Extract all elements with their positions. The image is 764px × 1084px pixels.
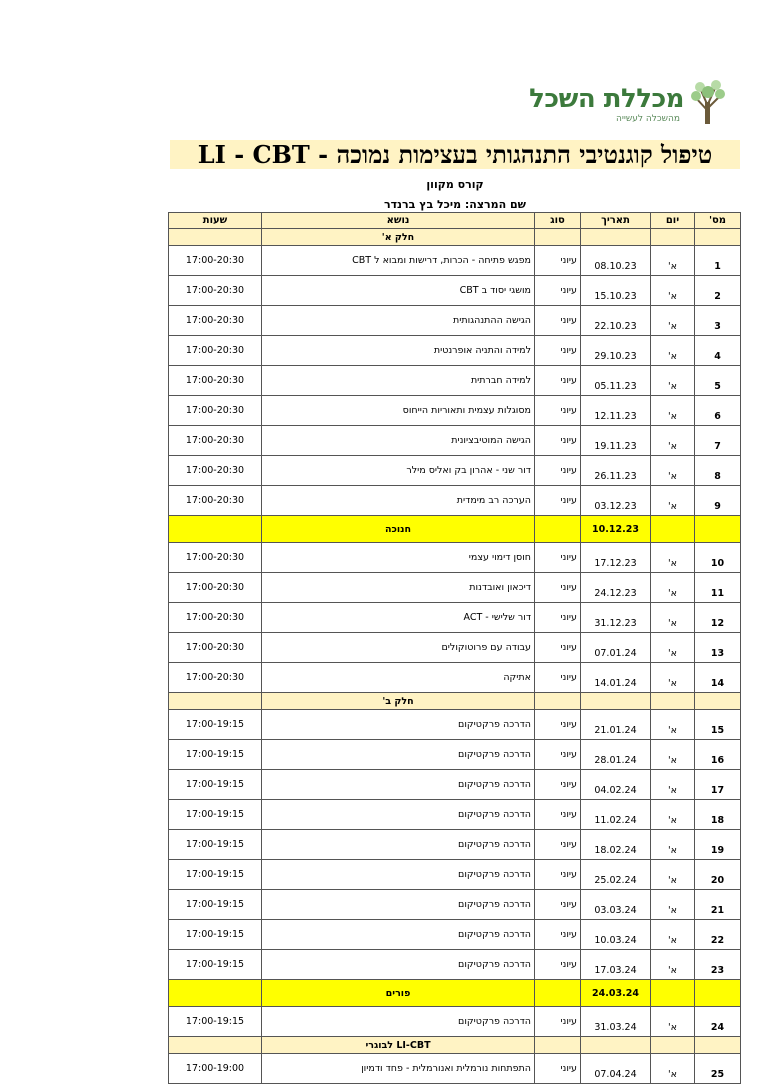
header-type: סוג	[535, 213, 581, 229]
lesson-date: 03.12.23	[581, 486, 651, 516]
logo-wordmark: מכללת השכל	[529, 84, 684, 114]
schedule-body	[169, 229, 741, 1084]
lesson-date: 22.10.23	[581, 306, 651, 336]
lesson-hours: 17:00-20:30	[169, 426, 262, 456]
table-row	[169, 396, 741, 426]
lesson-topic: מפגש פתיחה - הכרות, דרישות ומבוא ל CBT	[262, 246, 535, 276]
table-row	[169, 950, 741, 980]
empty-cell	[169, 980, 262, 1007]
empty-cell	[651, 516, 695, 543]
lesson-day: א'	[651, 336, 695, 366]
lesson-number: 19	[695, 830, 741, 860]
empty-cell	[169, 1037, 262, 1054]
lesson-topic: דור שלישי - ACT	[262, 603, 535, 633]
lesson-number: 25	[695, 1054, 741, 1084]
lesson-type: עיוני	[535, 1054, 581, 1084]
empty-cell	[651, 693, 695, 710]
lesson-topic: התפתחות נורמלית ואנורמלית - פחד ודמיון	[262, 1054, 535, 1084]
lesson-topic: הדרכה פרקטיקום	[262, 800, 535, 830]
lesson-number: 17	[695, 770, 741, 800]
graduates-row	[169, 1037, 741, 1054]
lesson-day: א'	[651, 890, 695, 920]
lesson-day: א'	[651, 366, 695, 396]
empty-cell	[695, 229, 741, 246]
lesson-date: 15.10.23	[581, 276, 651, 306]
lesson-date: 08.10.23	[581, 246, 651, 276]
table-row	[169, 830, 741, 860]
lesson-topic: עבודה עם פרוטוקולים	[262, 633, 535, 663]
lesson-day: א'	[651, 770, 695, 800]
tree-icon	[686, 80, 730, 126]
lesson-hours: 17:00-19:15	[169, 950, 262, 980]
table-row	[169, 246, 741, 276]
holiday-name: פורים	[262, 980, 535, 1007]
lesson-topic: הדרכה פרקטיקום	[262, 860, 535, 890]
holiday-row	[169, 516, 741, 543]
empty-cell	[535, 980, 581, 1007]
lesson-hours: 17:00-19:00	[169, 1054, 262, 1084]
table-row	[169, 920, 741, 950]
empty-cell	[535, 229, 581, 246]
lesson-number: 18	[695, 800, 741, 830]
lesson-type: עיוני	[535, 800, 581, 830]
lesson-hours: 17:00-20:30	[169, 246, 262, 276]
lesson-topic: הדרכה פרקטיקום	[262, 710, 535, 740]
empty-cell	[581, 229, 651, 246]
lesson-topic: דיכאון ואובדנות	[262, 573, 535, 603]
lesson-day: א'	[651, 486, 695, 516]
lesson-number: 20	[695, 860, 741, 890]
table-row	[169, 276, 741, 306]
table-row	[169, 366, 741, 396]
lesson-topic: למידה והתניה אופרנטית	[262, 336, 535, 366]
lesson-date: 07.04.24	[581, 1054, 651, 1084]
lesson-topic: אתיקה	[262, 663, 535, 693]
lesson-type: עיוני	[535, 573, 581, 603]
part-a-row	[169, 229, 741, 246]
lesson-hours: 17:00-19:15	[169, 710, 262, 740]
lesson-number: 22	[695, 920, 741, 950]
lesson-day: א'	[651, 1054, 695, 1084]
lesson-number: 1	[695, 246, 741, 276]
lesson-date: 07.01.24	[581, 633, 651, 663]
lesson-day: א'	[651, 860, 695, 890]
lesson-date: 29.10.23	[581, 336, 651, 366]
course-title: טיפול קוגנטיבי התנהגותי בעצימות נמוכה - LI - CBT	[197, 139, 713, 169]
empty-cell	[581, 1037, 651, 1054]
lesson-day: א'	[651, 603, 695, 633]
lesson-type: עיוני	[535, 1007, 581, 1037]
lesson-date: 25.02.24	[581, 860, 651, 890]
lesson-type: עיוני	[535, 246, 581, 276]
header-num: מס'	[695, 213, 741, 229]
empty-cell	[695, 980, 741, 1007]
lesson-hours: 17:00-20:30	[169, 306, 262, 336]
lesson-topic: הדרכה פרקטיקום	[262, 920, 535, 950]
lesson-day: א'	[651, 456, 695, 486]
holiday-date: 10.12.23	[581, 516, 651, 543]
college-logo	[529, 80, 730, 130]
part-label: חלק ב'	[262, 693, 535, 710]
table-row	[169, 1007, 741, 1037]
empty-cell	[535, 516, 581, 543]
lecturer-name: שם המרצה: מיכל בץ ברנדר	[383, 198, 527, 211]
lesson-hours: 17:00-20:30	[169, 486, 262, 516]
table-row	[169, 486, 741, 516]
lesson-topic: הדרכה פרקטיקום	[262, 890, 535, 920]
lesson-type: עיוני	[535, 770, 581, 800]
lesson-date: 24.12.23	[581, 573, 651, 603]
empty-cell	[695, 516, 741, 543]
table-row	[169, 1054, 741, 1084]
part-label: חלק א'	[262, 229, 535, 246]
lesson-number: 8	[695, 456, 741, 486]
lesson-topic: מושגי יסוד ב CBT	[262, 276, 535, 306]
lesson-type: עיוני	[535, 336, 581, 366]
lesson-type: עיוני	[535, 740, 581, 770]
lesson-hours: 17:00-20:30	[169, 573, 262, 603]
lesson-number: 7	[695, 426, 741, 456]
lesson-type: עיוני	[535, 860, 581, 890]
table-row	[169, 573, 741, 603]
lesson-hours: 17:00-19:15	[169, 770, 262, 800]
holiday-row	[169, 980, 741, 1007]
lesson-hours: 17:00-20:30	[169, 603, 262, 633]
lesson-day: א'	[651, 663, 695, 693]
graduates-label: לבוגרי LI-CBT	[262, 1037, 535, 1054]
lesson-number: 21	[695, 890, 741, 920]
lesson-date: 14.01.24	[581, 663, 651, 693]
lesson-topic: הדרכה פרקטיקום	[262, 770, 535, 800]
course-format: קורס מקוון	[426, 178, 484, 191]
lesson-topic: הגישה המוטיבציונית	[262, 426, 535, 456]
lesson-day: א'	[651, 710, 695, 740]
empty-cell	[581, 693, 651, 710]
empty-cell	[535, 1037, 581, 1054]
lesson-date: 17.03.24	[581, 950, 651, 980]
lesson-type: עיוני	[535, 603, 581, 633]
lesson-date: 05.11.23	[581, 366, 651, 396]
lesson-date: 03.03.24	[581, 890, 651, 920]
empty-cell	[695, 1037, 741, 1054]
lesson-number: 14	[695, 663, 741, 693]
lesson-topic: מסוגלות עצמית ותאוריות הייחוס	[262, 396, 535, 426]
lesson-type: עיוני	[535, 426, 581, 456]
lesson-day: א'	[651, 573, 695, 603]
lesson-date: 19.11.23	[581, 426, 651, 456]
lesson-topic: למידה חברתית	[262, 366, 535, 396]
table-row	[169, 336, 741, 366]
lesson-hours: 17:00-20:30	[169, 276, 262, 306]
lesson-day: א'	[651, 306, 695, 336]
lesson-topic: הדרכה פרקטיקום	[262, 950, 535, 980]
lesson-topic: חוסן דימוי עצמי	[262, 543, 535, 573]
lesson-hours: 17:00-19:15	[169, 860, 262, 890]
lesson-type: עיוני	[535, 950, 581, 980]
lesson-date: 17.12.23	[581, 543, 651, 573]
lesson-type: עיוני	[535, 366, 581, 396]
lesson-day: א'	[651, 800, 695, 830]
table-row	[169, 860, 741, 890]
table-row	[169, 770, 741, 800]
lesson-day: א'	[651, 543, 695, 573]
lesson-number: 3	[695, 306, 741, 336]
lesson-hours: 17:00-19:15	[169, 800, 262, 830]
lesson-date: 21.01.24	[581, 710, 651, 740]
table-row	[169, 543, 741, 573]
header-date: תאריך	[581, 213, 651, 229]
lesson-type: עיוני	[535, 396, 581, 426]
lesson-hours: 17:00-20:30	[169, 633, 262, 663]
holiday-date: 24.03.24	[581, 980, 651, 1007]
lesson-number: 4	[695, 336, 741, 366]
lesson-type: עיוני	[535, 486, 581, 516]
header-topic: נושא	[262, 213, 535, 229]
lesson-hours: 17:00-20:30	[169, 396, 262, 426]
empty-cell	[651, 980, 695, 1007]
lesson-date: 18.02.24	[581, 830, 651, 860]
lesson-topic: הדרכה פרקטיקום	[262, 740, 535, 770]
lesson-number: 5	[695, 366, 741, 396]
table-row	[169, 710, 741, 740]
lesson-date: 26.11.23	[581, 456, 651, 486]
lesson-day: א'	[651, 633, 695, 663]
empty-cell	[169, 516, 262, 543]
table-row	[169, 663, 741, 693]
lesson-type: עיוני	[535, 710, 581, 740]
lesson-number: 6	[695, 396, 741, 426]
header-day: יום	[651, 213, 695, 229]
part-b-row	[169, 693, 741, 710]
empty-cell	[169, 693, 262, 710]
lesson-hours: 17:00-20:30	[169, 456, 262, 486]
lesson-type: עיוני	[535, 306, 581, 336]
lesson-hours: 17:00-20:30	[169, 663, 262, 693]
lesson-hours: 17:00-19:15	[169, 920, 262, 950]
holiday-name: חנוכה	[262, 516, 535, 543]
lesson-topic: הדרכה פרקטיקום	[262, 830, 535, 860]
lesson-date: 10.03.24	[581, 920, 651, 950]
lesson-number: 10	[695, 543, 741, 573]
lesson-hours: 17:00-19:15	[169, 890, 262, 920]
lesson-number: 12	[695, 603, 741, 633]
lesson-number: 2	[695, 276, 741, 306]
empty-cell	[169, 229, 262, 246]
table-row	[169, 890, 741, 920]
lesson-hours: 17:00-19:15	[169, 740, 262, 770]
lesson-day: א'	[651, 1007, 695, 1037]
lesson-date: 28.01.24	[581, 740, 651, 770]
lesson-date: 31.12.23	[581, 603, 651, 633]
empty-cell	[651, 229, 695, 246]
lesson-number: 11	[695, 573, 741, 603]
lesson-type: עיוני	[535, 276, 581, 306]
lesson-type: עיוני	[535, 663, 581, 693]
lesson-day: א'	[651, 396, 695, 426]
lesson-hours: 17:00-20:30	[169, 543, 262, 573]
table-row	[169, 603, 741, 633]
lesson-hours: 17:00-20:30	[169, 366, 262, 396]
header-hours: שעות	[169, 213, 262, 229]
empty-cell	[651, 1037, 695, 1054]
lesson-topic: הדרכה פרקטיקום	[262, 1007, 535, 1037]
lesson-type: עיוני	[535, 830, 581, 860]
table-row	[169, 456, 741, 486]
schedule-table	[168, 212, 741, 1084]
course-title-bar	[170, 140, 740, 169]
empty-cell	[695, 693, 741, 710]
lesson-number: 15	[695, 710, 741, 740]
lesson-day: א'	[651, 246, 695, 276]
lesson-date: 31.03.24	[581, 1007, 651, 1037]
lesson-hours: 17:00-19:15	[169, 1007, 262, 1037]
lesson-type: עיוני	[535, 633, 581, 663]
table-row	[169, 633, 741, 663]
lesson-type: עיוני	[535, 920, 581, 950]
lesson-day: א'	[651, 830, 695, 860]
lesson-number: 23	[695, 950, 741, 980]
lesson-hours: 17:00-19:15	[169, 830, 262, 860]
logo-tagline: מהשכלה לעשייה	[615, 114, 680, 124]
lesson-number: 9	[695, 486, 741, 516]
empty-cell	[535, 693, 581, 710]
lesson-type: עיוני	[535, 456, 581, 486]
lesson-number: 16	[695, 740, 741, 770]
lesson-date: 04.02.24	[581, 770, 651, 800]
lesson-topic: הגישה ההתנהגותית	[262, 306, 535, 336]
lesson-hours: 17:00-20:30	[169, 336, 262, 366]
table-row	[169, 800, 741, 830]
lesson-topic: הערכה רב מימדית	[262, 486, 535, 516]
table-header-row	[169, 213, 741, 229]
table-row	[169, 306, 741, 336]
lesson-day: א'	[651, 740, 695, 770]
lesson-day: א'	[651, 426, 695, 456]
lesson-day: א'	[651, 920, 695, 950]
lesson-type: עיוני	[535, 543, 581, 573]
lesson-number: 24	[695, 1007, 741, 1037]
lesson-day: א'	[651, 950, 695, 980]
lesson-type: עיוני	[535, 890, 581, 920]
lesson-date: 11.02.24	[581, 800, 651, 830]
lesson-day: א'	[651, 276, 695, 306]
lesson-date: 12.11.23	[581, 396, 651, 426]
table-row	[169, 426, 741, 456]
lesson-topic: דור שני - אהרון בק ואליס מילר	[262, 456, 535, 486]
lesson-number: 13	[695, 633, 741, 663]
table-row	[169, 740, 741, 770]
